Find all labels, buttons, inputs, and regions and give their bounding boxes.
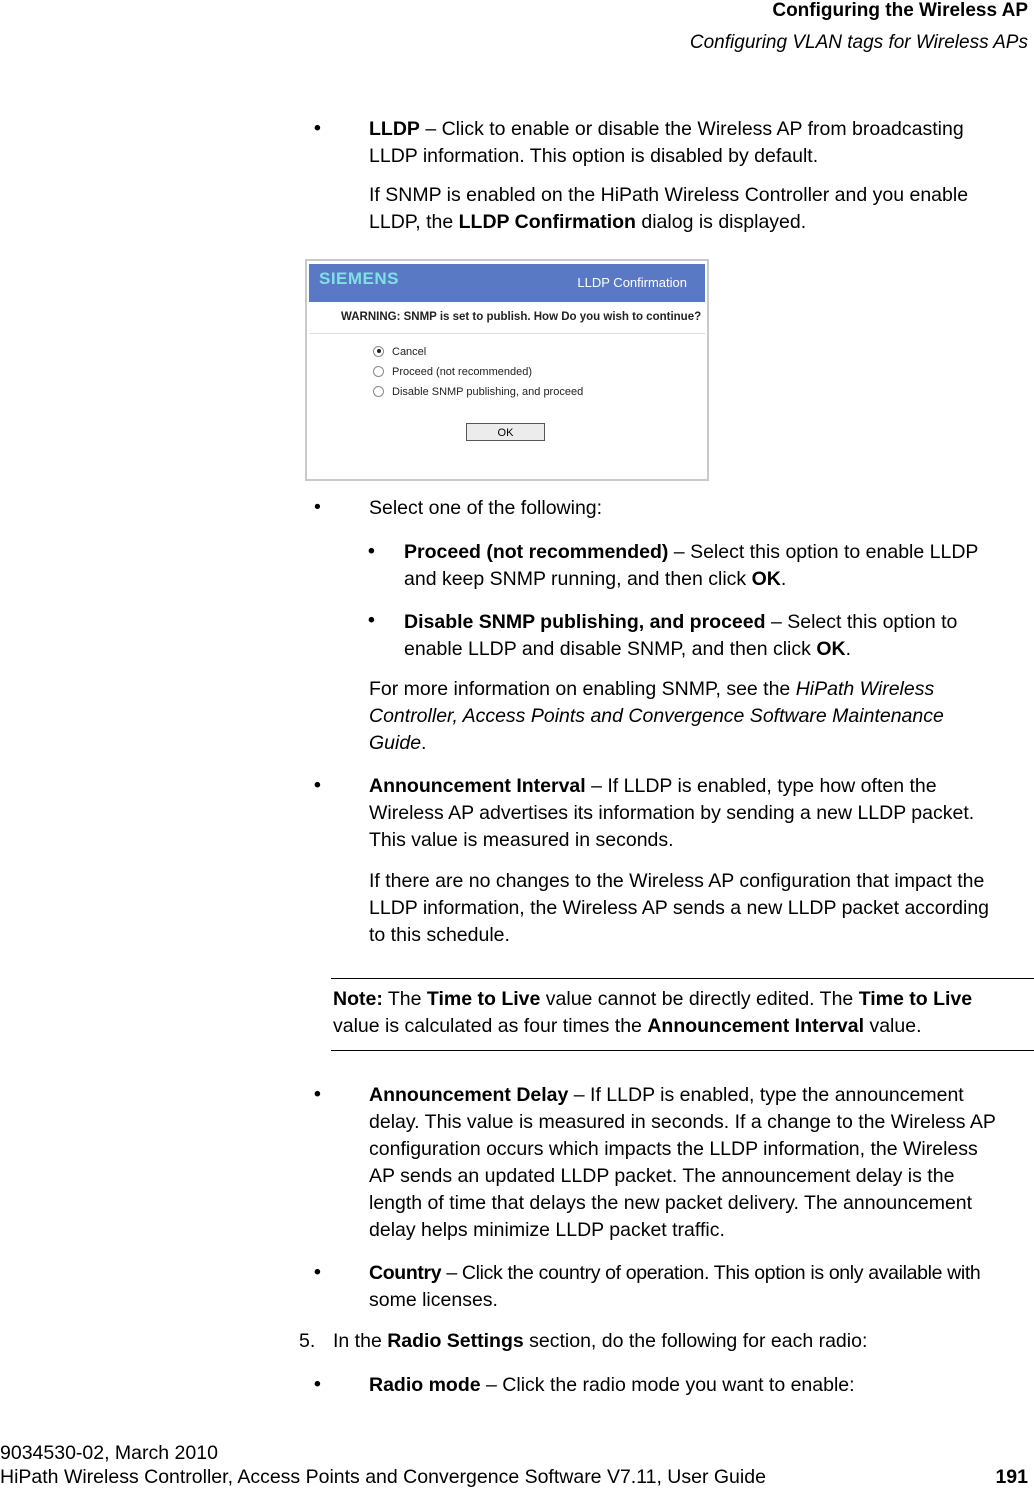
disable-line1: Disable SNMP publishing, and proceed – Select this option to xyxy=(404,611,958,633)
delay-line6: delay helps minimize LLDP packet traffic. xyxy=(369,1219,725,1241)
ok-button[interactable]: OK xyxy=(466,423,545,441)
delay-line3: configuration occurs which impacts the LLDP information, the Wireless xyxy=(369,1138,978,1160)
lldp-term: LLDP xyxy=(369,118,420,140)
country-line1: Country – Click the country of operation. This option is only available with xyxy=(369,1262,981,1284)
bullet: • xyxy=(314,1083,321,1105)
step5-text: In the Radio Settings section, do the following for each radio: xyxy=(333,1330,868,1352)
proceed-line2: and keep SNMP running, and then click OK. xyxy=(404,568,787,590)
bullet: • xyxy=(368,540,375,562)
lldp-line1: LLDP – Click to enable or disable the Wireless AP from broadcasting xyxy=(369,118,964,140)
note-bottom-rule xyxy=(331,1050,1034,1051)
page-number: 191 xyxy=(995,1466,1028,1488)
lldp-snmp-line1: If SNMP is enabled on the HiPath Wireless Controller and you enable xyxy=(369,184,969,206)
option-proceed[interactable]: Proceed (not recommended) xyxy=(373,366,532,378)
dialog-title-bar xyxy=(309,264,705,302)
bullet: • xyxy=(314,774,321,796)
interval-line2: Wireless AP advertises its information by sending a new LLDP packet. xyxy=(369,802,975,824)
select-intro: Select one of the following: xyxy=(369,497,603,519)
interval-p2-line3: to this schedule. xyxy=(369,924,510,946)
more-info-line2: Controller, Access Points and Convergence Software Maintenance xyxy=(369,705,944,727)
country-line2: some licenses. xyxy=(369,1289,498,1311)
running-header-title: Configuring the Wireless AP xyxy=(772,0,1028,21)
bullet: • xyxy=(314,1373,321,1395)
dialog-warning: WARNING: SNMP is set to publish. How Do you wish to continue? xyxy=(341,311,702,323)
note-line2: value is calculated as four times the Announcement Interval value. xyxy=(333,1015,922,1037)
note-top-rule xyxy=(331,978,1034,979)
lldp-line2: LLDP information. This option is disabled by default. xyxy=(369,145,819,167)
siemens-logo: SIEMENS xyxy=(319,269,400,288)
interval-line1: Announcement Interval – If LLDP is enabled, type how often the xyxy=(369,775,937,797)
bullet: • xyxy=(314,1261,321,1283)
footer-title: HiPath Wireless Controller, Access Points and Convergence Software V7.11, User Guide xyxy=(0,1466,766,1488)
running-header-subtitle: Configuring VLAN tags for Wireless APs xyxy=(689,32,1028,53)
dialog-divider xyxy=(309,333,705,334)
bullet: • xyxy=(368,609,375,631)
disable-line2: enable LLDP and disable SNMP, and then click OK. xyxy=(404,638,851,660)
footer-docnum: 9034530-02, March 2010 xyxy=(0,1442,218,1464)
interval-line3: This value is measured in seconds. xyxy=(369,829,674,851)
radio-icon[interactable] xyxy=(373,386,384,397)
bullet: • xyxy=(314,496,321,518)
lldp-snmp-line2: LLDP, the LLDP Confirmation dialog is displayed. xyxy=(369,211,807,233)
delay-line4: AP sends an updated LLDP packet. The announcement delay is the xyxy=(369,1165,955,1187)
delay-line5: length of time that delays the new packet delivery. The announcement xyxy=(369,1192,973,1214)
delay-line1: Announcement Delay – If LLDP is enabled, type the announcement xyxy=(369,1084,964,1106)
more-info-line1: For more information on enabling SNMP, see the HiPath Wireless xyxy=(369,678,935,700)
bullet: • xyxy=(314,117,321,139)
lldp-confirmation-dialog xyxy=(305,259,709,481)
proceed-line1: Proceed (not recommended) – Select this option to enable LLDP xyxy=(404,541,979,563)
option-cancel[interactable]: Cancel xyxy=(373,346,426,358)
radio-selected-icon[interactable] xyxy=(373,346,384,357)
interval-p2-line2: LLDP information, the Wireless AP sends a new LLDP packet according xyxy=(369,897,990,919)
step-number: 5. xyxy=(299,1330,316,1352)
dialog-title: LLDP Confirmation xyxy=(577,275,687,290)
more-info-line3: Guide. xyxy=(369,732,427,754)
note-line1: Note: The Time to Live value cannot be directly edited. The Time to Live xyxy=(333,988,973,1010)
option-disable-snmp[interactable]: Disable SNMP publishing, and proceed xyxy=(373,386,583,398)
radio-mode-line: Radio mode – Click the radio mode you want to enable: xyxy=(369,1374,855,1396)
delay-line2: delay. This value is measured in seconds. If a change to the Wireless AP xyxy=(369,1111,996,1133)
radio-icon[interactable] xyxy=(373,366,384,377)
interval-p2-line1: If there are no changes to the Wireless AP configuration that impact the xyxy=(369,870,985,892)
